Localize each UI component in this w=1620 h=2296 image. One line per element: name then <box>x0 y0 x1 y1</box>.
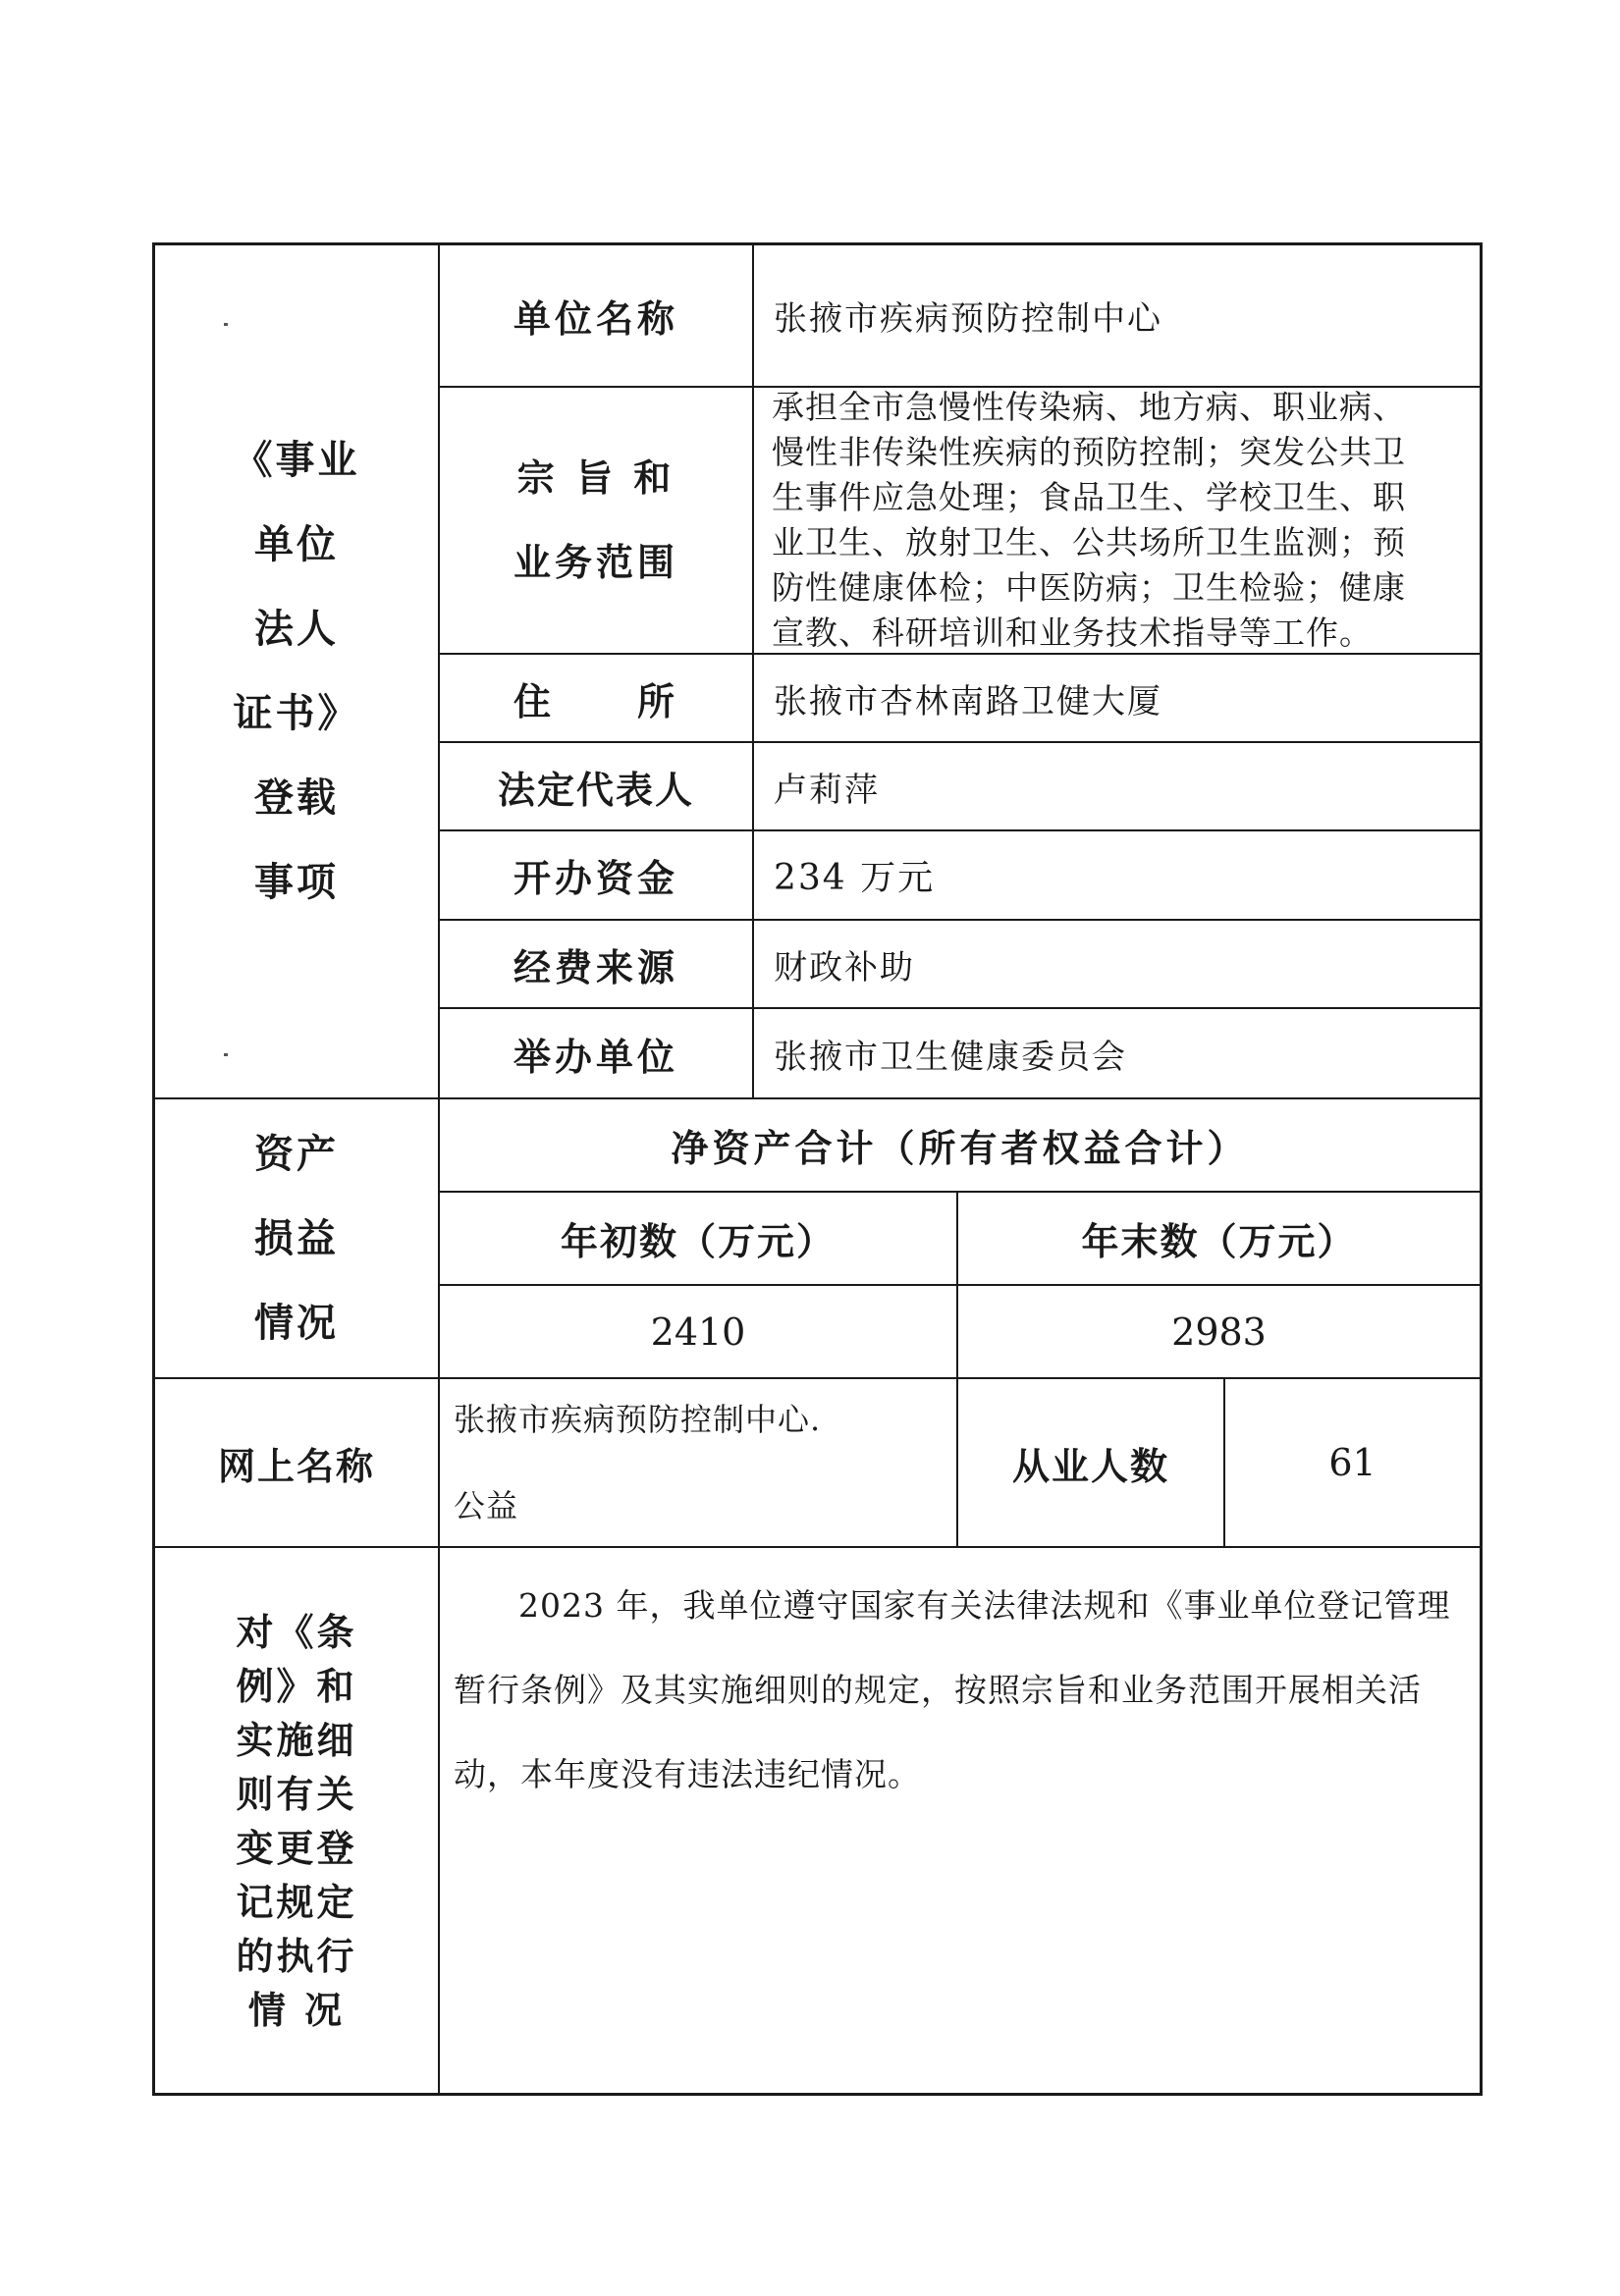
purpose-line: 业卫生、放射卫生、公共场所卫生监测；预 <box>772 523 1406 561</box>
registration-label-line: 事项 <box>254 859 339 905</box>
capital-label: 开办资金 <box>440 831 754 921</box>
purpose-line: 生事件应急处理；食品卫生、学校卫生、职 <box>772 478 1406 516</box>
compliance-label-line: 变更登 <box>236 1825 357 1870</box>
registration-label-line: 《事业 <box>233 437 360 483</box>
net-assets-header: 净资产合计（所有者权益合计） <box>440 1099 1480 1193</box>
registration-label-line: 法人 <box>254 606 339 652</box>
start-of-year-label: 年初数（万元） <box>440 1193 958 1286</box>
legal-rep-value: 卢莉萍 <box>754 743 1480 831</box>
end-of-year-value: 2983 <box>1171 1309 1267 1354</box>
sponsor-value: 张掖市卫生健康委员会 <box>774 1037 1127 1077</box>
compliance-label-line: 的执行 <box>236 1933 357 1978</box>
registration-form-table <box>152 242 1483 2096</box>
end-of-year-label: 年末数（万元） <box>958 1193 1480 1286</box>
assets-section <box>155 1099 1480 1379</box>
purpose-line: 慢性非传染性疾病的预防控制；突发公共卫 <box>772 433 1406 471</box>
registration-label-line: 登载 <box>254 774 339 821</box>
assets-section-label <box>155 1099 440 1377</box>
assets-label-line: 情况 <box>254 1299 339 1346</box>
compliance-section-label <box>155 1548 440 2093</box>
scan-speck <box>224 323 228 326</box>
purpose-label: 宗 旨 和 业务范围 <box>440 388 754 655</box>
funding-value: 财政补助 <box>754 921 1480 1009</box>
compliance-label-line: 对《条 <box>236 1609 357 1654</box>
sponsor-label: 举办单位 <box>440 1009 754 1097</box>
compliance-label-line: 实施细 <box>236 1717 357 1762</box>
registration-label-line: 证书》 <box>233 690 360 736</box>
capital-value: 234 万元 <box>754 831 1480 921</box>
online-section <box>155 1379 1480 1548</box>
compliance-section <box>155 1548 1480 2093</box>
compliance-label-line: 则有关 <box>236 1771 357 1816</box>
online-name-line: 张掖市疾病预防控制中心. <box>454 1401 822 1438</box>
address-value: 张掖市杏林南路卫健大厦 <box>754 655 1480 743</box>
unit-name-label: 单位名称 <box>440 245 754 388</box>
compliance-label-line: 情 况 <box>247 1987 346 2032</box>
assets-label-line: 损益 <box>254 1214 339 1261</box>
funding-label: 经费来源 <box>440 921 754 1009</box>
online-name-line: 公益 <box>454 1487 519 1524</box>
compliance-label-line: 例》和 <box>236 1663 357 1708</box>
online-name-label: 网上名称 <box>155 1379 440 1546</box>
registration-section <box>155 245 1480 1099</box>
unit-name-value: 张掖市疾病预防控制中心 <box>754 245 1480 388</box>
registration-label-line: 单位 <box>254 521 339 567</box>
purpose-line: 宣教、科研培训和业务技术指导等工作。 <box>772 614 1373 652</box>
start-of-year-value: 2410 <box>440 1286 958 1377</box>
compliance-statement: 2023 年，我单位遵守国家有关法律法规和《事业单位登记管理暂行条例》及其实施细则的规定，按照宗旨和业务范围开展相关活动，本年度没有违法违纪情况。 <box>454 1586 1451 1793</box>
legal-rep-label: 法定代表人 <box>440 743 754 831</box>
compliance-label-line: 记规定 <box>236 1879 357 1924</box>
purpose-line: 承担全市急慢性传染病、地方病、职业病、 <box>772 388 1406 426</box>
assets-label-line: 资产 <box>254 1130 339 1177</box>
purpose-line: 防性健康体检；中医防病；卫生检验；健康 <box>772 568 1406 607</box>
scan-speck <box>224 1053 228 1056</box>
purpose-value <box>754 388 1480 655</box>
address-label: 住 所 <box>440 655 754 743</box>
registration-section-label <box>155 245 440 1097</box>
staff-count-value: 61 <box>1328 1441 1377 1484</box>
online-name-value <box>440 1379 958 1546</box>
staff-count-label: 从业人数 <box>958 1379 1225 1546</box>
